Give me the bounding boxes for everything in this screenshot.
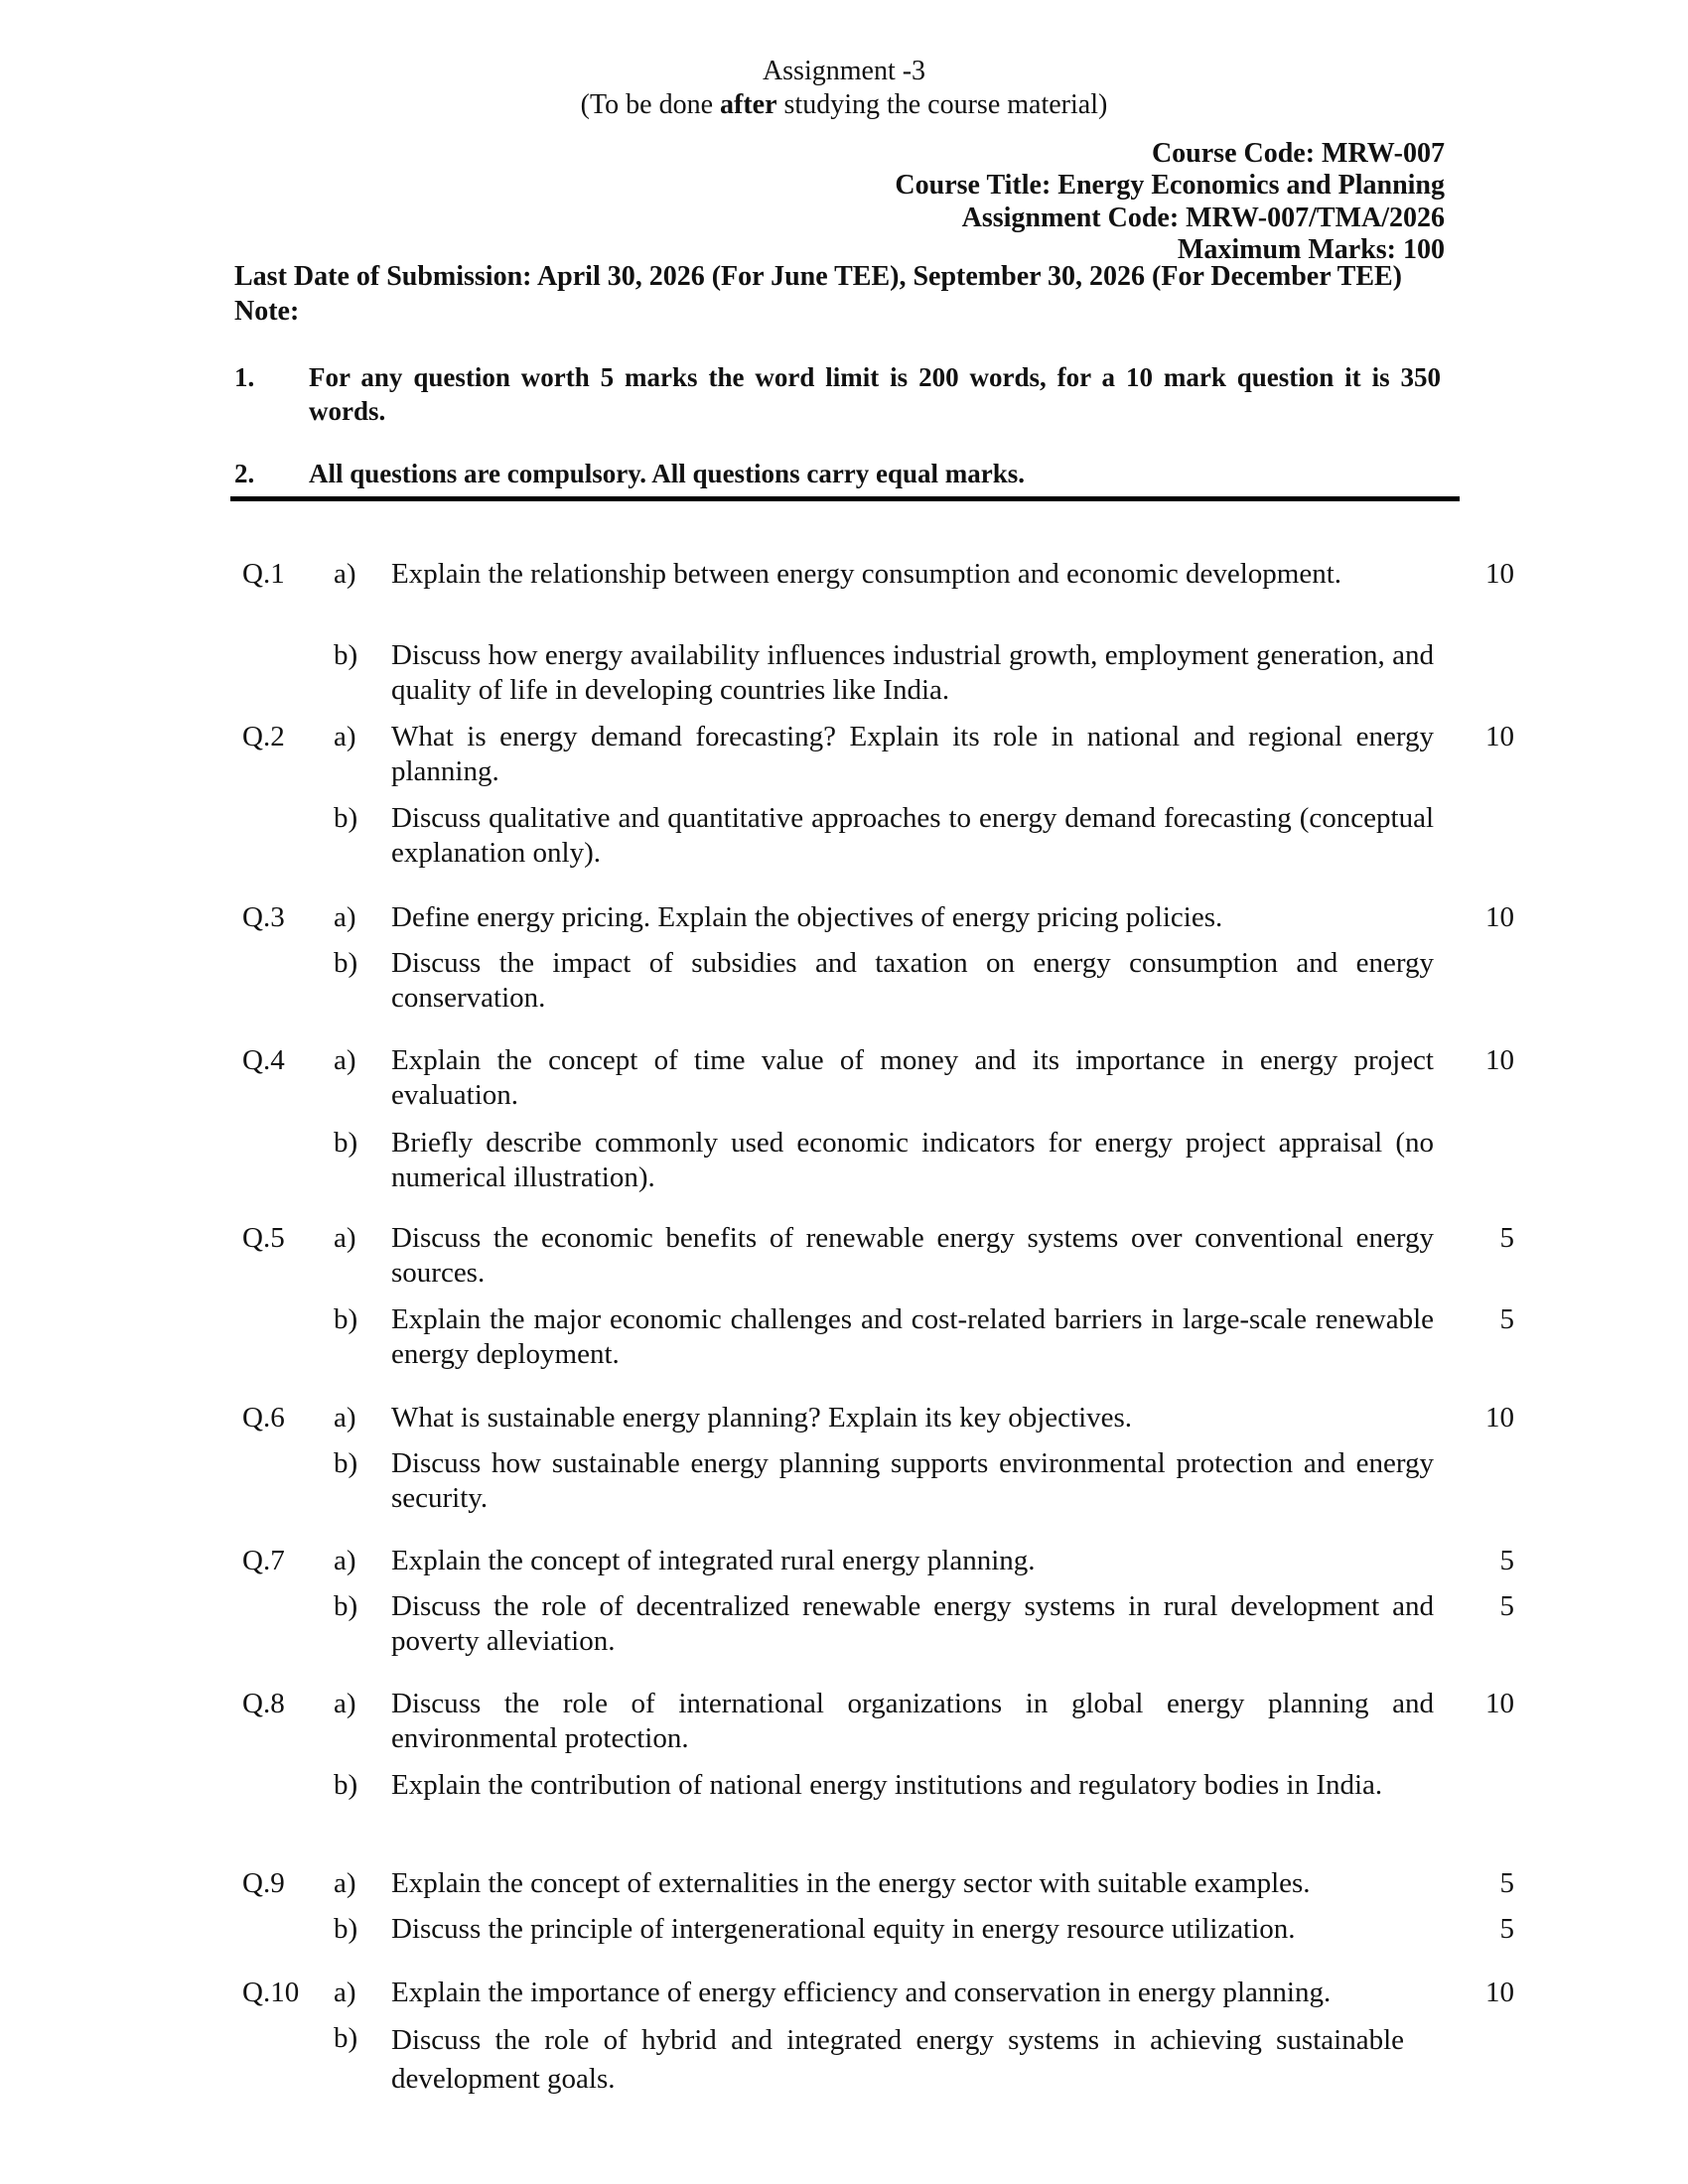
- sub-question-text: What is energy demand forecasting? Explain its role in national and regional energy planning.: [391, 721, 1434, 787]
- sub-question-text: Discuss how sustainable energy planning supports environmental protection and energy security.: [391, 1447, 1434, 1514]
- section-divider: [230, 496, 1460, 501]
- question-number: Q.4: [242, 1044, 285, 1076]
- question-number: Q.3: [242, 901, 285, 933]
- question-number: Q.5: [242, 1222, 285, 1254]
- last-date-of-submission: Last Date of Submission: April 30, 2026 (For June TEE), September 30, 2026 (For December TEE): [234, 261, 1402, 292]
- sub-question-text: Explain the contribution of national energy institutions and regulatory bodies in India.: [391, 1769, 1383, 1801]
- marks: 10: [1485, 721, 1514, 752]
- sub-question-text: Discuss the role of international organizations in global energy planning and environmental protection.: [391, 1688, 1434, 1754]
- sub-question-label: a): [334, 1402, 356, 1433]
- subtitle-pre: (To be done: [580, 89, 720, 120]
- assignment-title: Assignment -3: [762, 56, 926, 86]
- question-number: Q.8: [242, 1688, 285, 1719]
- sub-question-text: What is sustainable energy planning? Explain its key objectives.: [391, 1402, 1133, 1433]
- sub-question-text: Briefly describe commonly used economic indicators for energy project appraisal (no numerical illustration).: [391, 1127, 1434, 1193]
- sub-question-label: b): [334, 639, 358, 671]
- marks: 10: [1485, 1044, 1514, 1076]
- sub-question-label: b): [334, 1447, 358, 1479]
- subtitle-bold: after: [720, 89, 777, 120]
- question-number: Q.9: [242, 1867, 285, 1899]
- sub-question-label: a): [334, 1044, 356, 1076]
- assignment-subtitle: [0, 88, 1688, 122]
- sub-question-text: Explain the concept of time value of money and its importance in energy project evaluation.: [391, 1044, 1434, 1111]
- note-text: All questions are compulsory. All questions carry equal marks.: [309, 459, 1026, 488]
- marks: 10: [1485, 1688, 1514, 1719]
- marks: 5: [1499, 1590, 1514, 1622]
- sub-question-label: a): [334, 1545, 356, 1576]
- sub-question-label: a): [334, 1977, 356, 2008]
- marks: 5: [1499, 1222, 1514, 1254]
- marks: 5: [1499, 1303, 1514, 1335]
- note-label: Note:: [234, 296, 300, 327]
- sub-question-label: b): [334, 1913, 358, 1945]
- course-title: Course Title: Energy Economics and Planning: [895, 170, 1445, 201]
- marks: 10: [1485, 1402, 1514, 1433]
- question-number: Q.7: [242, 1545, 285, 1576]
- sub-question-text: Discuss qualitative and quantitative approaches to energy demand forecasting (conceptual explanation only).: [391, 802, 1434, 869]
- marks: 10: [1485, 558, 1514, 590]
- sub-question-text: Define energy pricing. Explain the objectives of energy pricing policies.: [391, 901, 1223, 933]
- sub-question-text: Discuss the economic benefits of renewable energy systems over conventional energy sources.: [391, 1222, 1434, 1289]
- sub-question-text: Discuss the role of hybrid and integrated energy systems in achieving sustainable development goals.: [391, 2024, 1404, 2095]
- sub-question-label: a): [334, 901, 356, 933]
- sub-question-text: Explain the major economic challenges and cost-related barriers in large-scale renewable energy deployment.: [391, 1303, 1434, 1370]
- sub-question-label: a): [334, 1222, 356, 1254]
- sub-question-text: Discuss the principle of intergenerational equity in energy resource utilization.: [391, 1913, 1296, 1945]
- sub-question-label: a): [334, 1688, 356, 1719]
- sub-question-label: b): [334, 1127, 358, 1159]
- marks: 10: [1485, 901, 1514, 933]
- sub-question-text: Explain the concept of externalities in the energy sector with suitable examples.: [391, 1867, 1311, 1899]
- note-number: 2.: [234, 459, 255, 488]
- sub-question-text: Discuss how energy availability influences industrial growth, employment generation, and quality of life in developing countries like India.: [391, 639, 1434, 706]
- marks: 10: [1485, 1977, 1514, 2008]
- subtitle-post: studying the course material): [776, 89, 1108, 120]
- sub-question-text: Explain the concept of integrated rural energy planning.: [391, 1545, 1036, 1576]
- note-number: 1.: [234, 362, 255, 392]
- sub-question-label: a): [334, 1867, 356, 1899]
- question-number: Q.2: [242, 721, 285, 752]
- sub-question-label: b): [334, 2022, 358, 2054]
- course-code: Course Code: MRW-007: [1151, 138, 1445, 169]
- marks: 5: [1499, 1913, 1514, 1945]
- maximum-marks: Maximum Marks: 100: [1177, 234, 1445, 265]
- sub-question-label: b): [334, 1303, 358, 1335]
- assignment-code: Assignment Code: MRW-007/TMA/2026: [961, 203, 1445, 233]
- question-number: Q.1: [242, 558, 285, 590]
- marks: 5: [1499, 1867, 1514, 1899]
- sub-question-text: Discuss the impact of subsidies and taxation on energy consumption and energy conservation.: [391, 947, 1434, 1014]
- sub-question-text: Discuss the role of decentralized renewable energy systems in rural development and poverty alleviation.: [391, 1590, 1434, 1657]
- sub-question-label: b): [334, 1769, 358, 1801]
- sub-question-label: b): [334, 802, 358, 834]
- note-text: For any question worth 5 marks the word limit is 200 words, for a 10 mark question it is 350 words.: [309, 362, 1441, 426]
- question-number: Q.10: [242, 1977, 300, 2008]
- sub-question-text: Explain the relationship between energy consumption and economic development.: [391, 558, 1341, 590]
- sub-question-label: b): [334, 1590, 358, 1622]
- sub-question-label: a): [334, 558, 356, 590]
- sub-question-text: Explain the importance of energy efficiency and conservation in energy planning.: [391, 1977, 1332, 2008]
- marks: 5: [1499, 1545, 1514, 1576]
- sub-question-label: b): [334, 947, 358, 979]
- sub-question-label: a): [334, 721, 356, 752]
- question-number: Q.6: [242, 1402, 285, 1433]
